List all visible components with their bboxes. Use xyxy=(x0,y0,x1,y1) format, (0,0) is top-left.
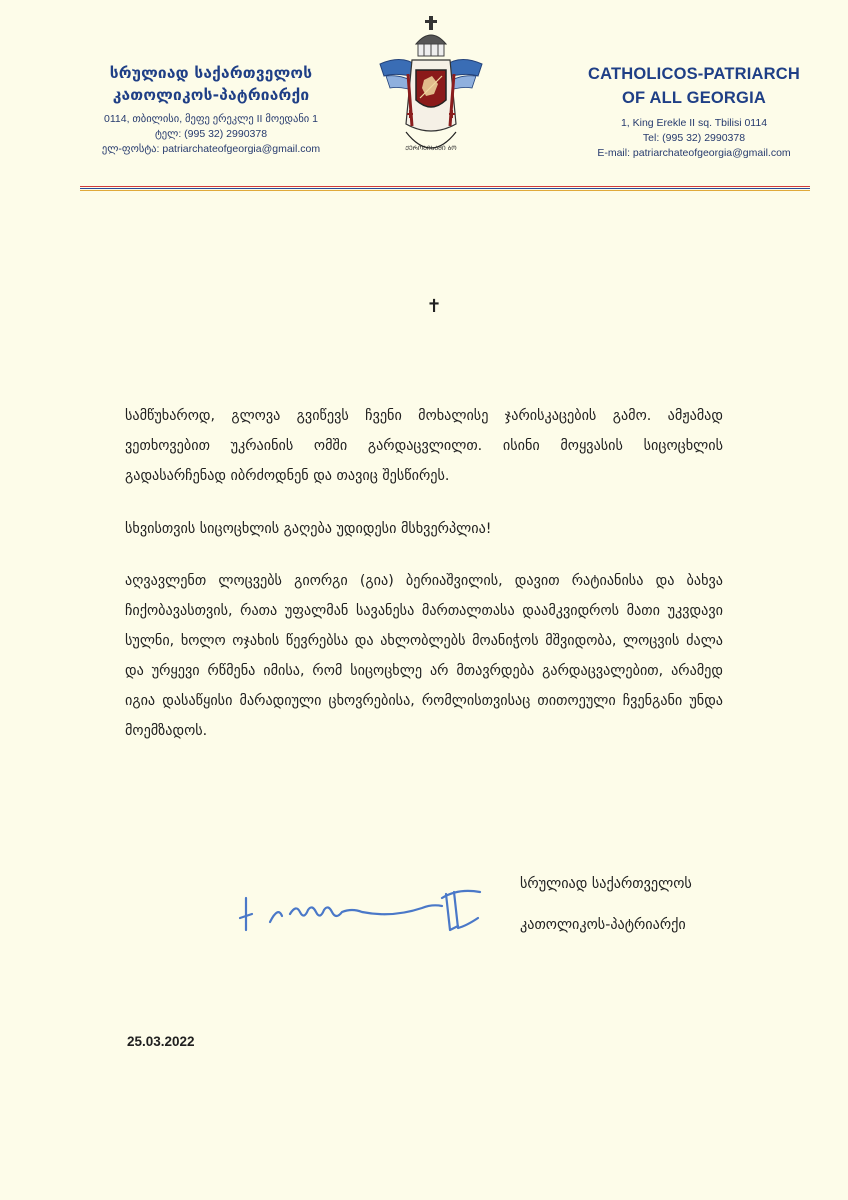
letter-paragraph-2: სხვისთვის სიცოცხლის გაღება უდიდესი მსხვერპლია! xyxy=(125,521,492,537)
letterhead-email-en: E-mail: patriarchateofgeorgia@gmail.com xyxy=(597,147,791,159)
emblem-inscription: ᲥᲔᲠᲝᲑᲘᲡᲐᲛᲘ ᲑᲝ xyxy=(405,145,457,152)
cross-icon: ✝ xyxy=(426,296,442,317)
letterhead-address-ka: 0114, თბილისი, მეფე ერეკლე II მოედანი 1 xyxy=(103,113,318,125)
letterhead-phone-ka: ტელ: (995 32) 2990378 xyxy=(154,128,268,140)
letterhead-title-line2-en: OF ALL GEORGIA xyxy=(622,89,766,107)
letterhead-georgian xyxy=(80,62,342,157)
letterhead-title-line1-en: CATHOLICOS-PATRIARCH xyxy=(587,65,801,83)
letter-paragraph-3: აღვავლენთ ლოცვებს გიორგი (გია) ბერიაშვილის, დავით რატიანისა და ბახვა ჩიქობავასთვის, რათა უფალმან სავანესა მართალთასა დაამკვიდროს მათი უკვდავი სულნი, ხოლო ოჯახის წევრებსა და ახლობლებს მოანიჭოს მშვიდობა, ლოცვის ძალა და ურყევი რწმენა იმისა, რომ სიცოცხლე არ მთავრდება გარდაცვალებით, არამედ იგია დასაწყისი მარადიული ცხოვრებისა, რომლისთვისაც თითოეული ჩვენგანი უნდა მოემზადოს. xyxy=(125,573,723,739)
signature-title-line1: სრულიად საქართველოს xyxy=(520,876,692,892)
patriarchate-emblem-icon xyxy=(372,14,490,166)
letterhead-email-ka: ელ-ფოსტა: patriarchateofgeorgia@gmail.com xyxy=(101,143,321,155)
letterhead-phone-en: Tel: (995 32) 2990378 xyxy=(642,132,746,144)
handwritten-signature xyxy=(232,878,486,942)
signature-title-line2: კათოლიკოს-პატრიარქი xyxy=(520,917,686,933)
letterhead-rule-blue xyxy=(80,188,810,189)
letterhead-title-line2-ka: კათოლიკოს-პატრიარქი xyxy=(112,86,310,104)
letterhead-address-en: 1, King Erekle II sq. Tbilisi 0114 xyxy=(620,117,768,129)
letterhead-english xyxy=(578,62,810,161)
letterhead-title-line1-ka: სრულიად საქართველოს xyxy=(109,64,313,82)
letter-date: 25.03.2022 xyxy=(127,1034,195,1049)
letterhead-rule-gold xyxy=(80,190,810,191)
letterhead-rule-red xyxy=(80,186,810,187)
letter-paragraph-1: სამწუხაროდ, გლოვა გვიწევს ჩვენი მოხალისე ჯარისკაცების გამო. ამჟამად ვეთხოვებით უკრაინის ომში გარდაცვლილთ. ისინი მოყვასის სიცოცხლის გადასარჩენად იბრძოდნენ და თავიც შესწირეს. xyxy=(125,408,723,484)
